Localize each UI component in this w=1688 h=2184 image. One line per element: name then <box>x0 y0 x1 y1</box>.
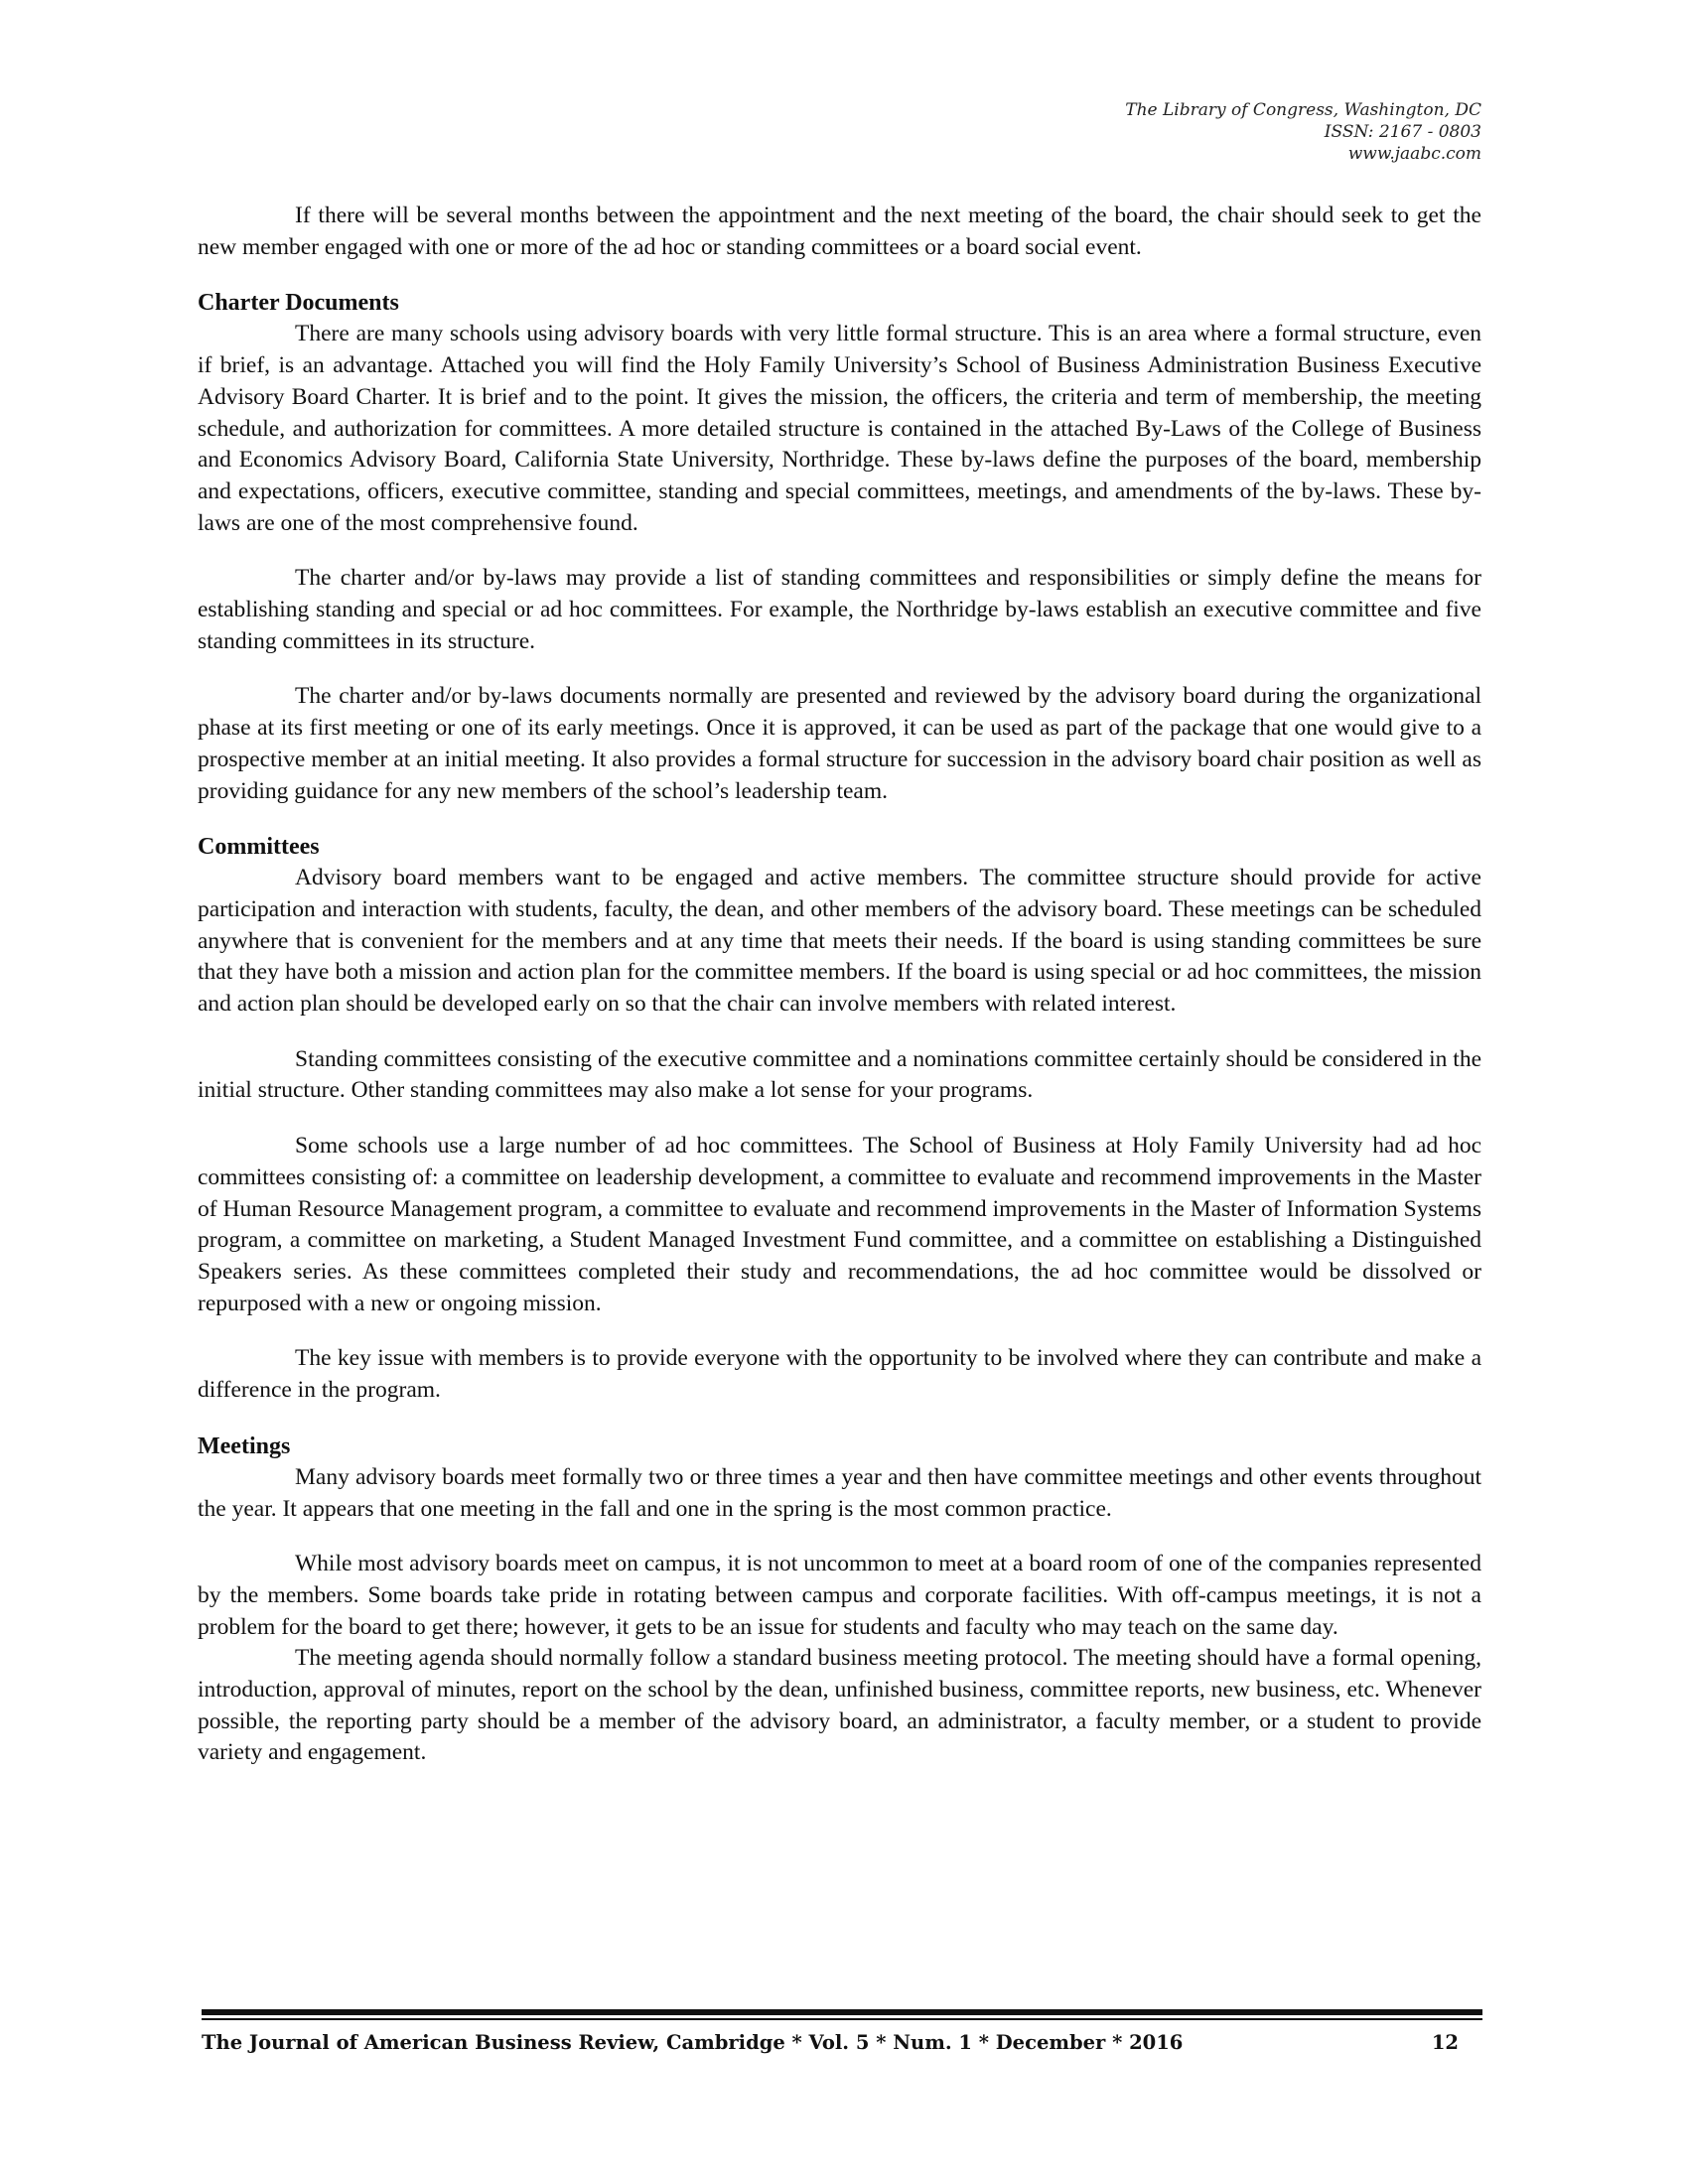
running-footer <box>202 2029 1482 2057</box>
heading-charter-documents: Charter Documents <box>198 290 399 317</box>
footer-rule-thin <box>202 2018 1482 2020</box>
paragraph-charter-3: The charter and/or by-laws documents normally are presented and reviewed by the advisory board during the organizational phase at its first meeting or one of its early meetings. Once it is approved, it can be used as part of the package that one would give to a prospective member at an initial meeting. It also provides a formal structure for succession in the advisory board chair position as well as providing guidance for any new members of the school’s leadership team. <box>198 683 1481 804</box>
paragraph-meetings-3: The meeting agenda should normally follow a standard business meeting protocol. The meeting should have a formal opening, introduction, approval of minutes, report on the school by the dean, unfinished business, committee reports, new business, etc. Whenever possible, the reporting party should be a member of the advisory board, an administrator, a faculty member, or a student to provide variety and engagement. <box>198 1645 1481 1766</box>
paragraph-committees-4: The key issue with members is to provide everyone with the opportunity to be involved where they can contribute and make a difference in the program. <box>198 1345 1481 1404</box>
paragraph-committees-1: Advisory board members want to be engaged and active members. The committee structure should provide for active participation and interaction with students, faculty, the dean, and other members of the advisory board. These meetings can be scheduled anywhere that is convenient for the members and at any time that meets their needs. If the board is using standing committees be sure that they have both a mission and action plan for the committee members. If the board is using special or ad hoc committees, the mission and action plan should be developed early on so that the chair can involve members with related interest. <box>198 865 1481 1018</box>
header-library: The Library of Congress, Washington, DC <box>1125 100 1481 120</box>
paragraph-intro: If there will be several months between the appointment and the next meeting of the board, the chair should seek to get the new member engaged with one or more of the ad hoc or standing committees or a board social event. <box>198 203 1481 260</box>
paragraph-charter-1: There are many schools using advisory boards with very little formal structure. This is an area where a formal structure, even if brief, is an advantage. Attached you will find the Holy Family University’s School of Business Administration Business Executive Advisory Board Charter. It is brief and to the point. It gives the mission, the officers, the criteria and term of membership, the meeting schedule, and authorization for committees. A more detailed structure is contained in the attached By-Laws of the College of Business and Economics Advisory Board, California State University, Northridge. These by-laws define the purposes of the board, membership and expectations, officers, executive committee, standing and special committees, meetings, and amendments of the by-laws. These by-laws are one of the most comprehensive found. <box>198 321 1481 536</box>
paragraph-meetings-1: Many advisory boards meet formally two or three times a year and then have committee meetings and other events throughout the year. It appears that one meeting in the fall and one in the spring is the most common practice. <box>198 1463 1481 1522</box>
header-website: www.jaabc.com <box>1347 144 1481 164</box>
heading-committees: Committees <box>198 834 320 861</box>
footer-journal-citation: The Journal of American Business Review, Cambridge * Vol. 5 * Num. 1 * December * 2016 <box>202 2031 1184 2054</box>
paragraph-committees-3: Some schools use a large number of ad hoc committees. The School of Business at Holy Family University had ad hoc committees consisting of: a committee on leadership development, a committee to evaluate and recommend improvements in the Master of Human Resource Management program, a committee to evaluate and recommend improvements in the Master of Information Systems program, a committee on marketing, a Student Managed Investment Fund committee, and a committee on establishing a Distinguished Speakers series. As these committees completed their study and recommendations, the ad hoc committee would be dissolved or repurposed with a new or ongoing mission. <box>198 1133 1481 1316</box>
paragraph-meetings-2: While most advisory boards meet on campus, it is not uncommon to meet at a board room of one of the companies represented by the members. Some boards take pride in rotating between campus and corporate facilities. With off-campus meetings, it is not a problem for the board to get there; however, it gets to be an issue for students and faculty who may teach on the same day. <box>198 1551 1481 1640</box>
article-body <box>198 201 1481 1793</box>
running-header <box>1125 99 1481 165</box>
header-issn: ISSN: 2167 - 0803 <box>1324 122 1481 142</box>
heading-meetings: Meetings <box>198 1433 291 1459</box>
footer-rule-thick <box>202 2009 1482 2015</box>
paragraph-committees-2: Standing committees consisting of the executive committee and a nominations committee certainly should be considered in the initial structure. Other standing committees may also make a lot sense for your programs. <box>198 1045 1481 1104</box>
page-number: 12 <box>1431 2031 1459 2054</box>
paragraph-charter-2: The charter and/or by-laws may provide a list of standing committees and responsibilities or simply define the means for establishing standing and special or ad hoc committees. For example, the Northridge by-laws establish an executive committee and five standing committees in its structure. <box>198 565 1481 654</box>
